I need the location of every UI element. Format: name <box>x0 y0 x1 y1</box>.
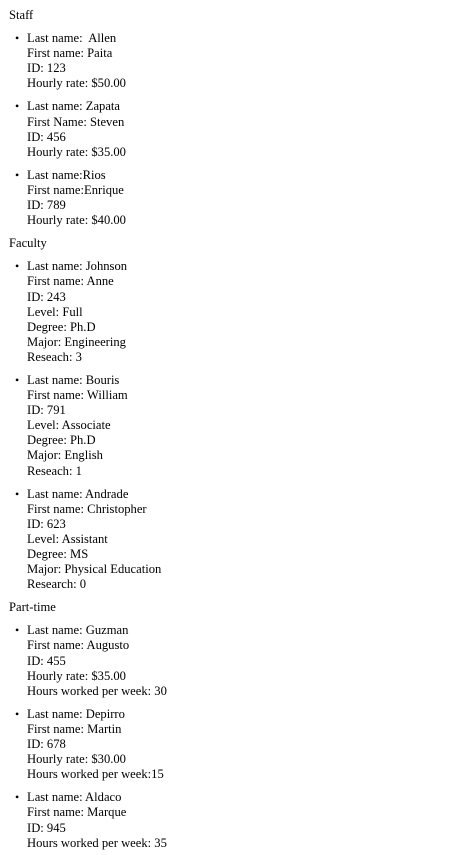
list-item <box>27 31 474 91</box>
last-name: • Last name:Rios <box>27 167 106 182</box>
employee-id: ID: 791 <box>27 403 66 418</box>
last-name: • Last name: Andrade <box>27 486 129 501</box>
last-name: • Last name: Bouris <box>27 372 120 387</box>
section-heading-faculty: Faculty <box>9 236 47 251</box>
section-heading-part-time: Part-time <box>9 600 56 615</box>
list-item <box>27 373 474 479</box>
first-name: First name: Marque <box>27 805 127 820</box>
employee-id: ID: 243 <box>27 289 66 304</box>
research: Reseach: 3 <box>27 349 82 364</box>
employee-id: ID: 123 <box>27 61 66 76</box>
last-name: • Last name: Johnson <box>27 259 128 274</box>
hours-per-week: Hours worked per week: 30 <box>27 683 167 698</box>
research: Research: 0 <box>27 577 87 592</box>
hours-per-week: Hours worked per week:15 <box>27 767 164 782</box>
degree: Degree: Ph.D <box>27 433 96 448</box>
list-item <box>27 99 474 159</box>
level: Level: Associate <box>27 418 111 433</box>
staff-list <box>9 31 474 228</box>
last-name: • Last name: Guzman <box>27 623 129 638</box>
list-item <box>27 487 474 593</box>
last-name: • Last name: Zapata <box>27 99 121 114</box>
research: Reseach: 1 <box>27 463 82 478</box>
list-item <box>27 259 474 365</box>
employee-id: ID: 456 <box>27 129 66 144</box>
employee-id: ID: 789 <box>27 198 66 213</box>
level: Level: Assistant <box>27 531 108 546</box>
employee-id: ID: 455 <box>27 653 66 668</box>
section-heading-staff: Staff <box>9 8 34 22</box>
degree: Degree: MS <box>27 547 89 561</box>
degree: Degree: Ph.D <box>27 319 96 334</box>
hours-per-week: Hours worked per week: 35 <box>27 835 167 850</box>
hourly-rate: Hourly rate: $30.00 <box>27 752 126 767</box>
first-name: First name: Paita <box>27 46 113 61</box>
major: Major: Physical Education <box>27 562 162 577</box>
list-item <box>27 623 474 698</box>
first-name: First name: Augusto <box>27 638 130 653</box>
first-name: First name: Martin <box>27 721 122 736</box>
last-name: • Last name: Aldaco <box>27 790 122 805</box>
first-name: First Name: Steven <box>27 114 125 129</box>
list-item <box>27 707 474 782</box>
faculty-list <box>9 259 474 592</box>
first-name: First name: Anne <box>27 274 114 289</box>
hourly-rate: Hourly rate: $35.00 <box>27 668 126 683</box>
first-name: First name: William <box>27 388 128 403</box>
level: Level: Full <box>27 304 83 319</box>
last-name: • Last name: Depirro <box>27 706 125 721</box>
hourly-rate: Hourly rate: $40.00 <box>27 213 126 228</box>
last-name: • Last name: Allen <box>27 31 117 46</box>
hourly-rate: Hourly rate: $35.00 <box>27 144 126 159</box>
major: Major: English <box>27 448 103 463</box>
first-name: First name:Enrique <box>27 182 124 197</box>
list-item <box>27 790 474 850</box>
faculty-section <box>9 236 474 592</box>
part-time-list <box>9 623 474 850</box>
major: Major: Engineering <box>27 334 126 349</box>
hourly-rate: Hourly rate: $50.00 <box>27 76 126 91</box>
list-item <box>27 168 474 228</box>
employee-id: ID: 623 <box>27 516 66 531</box>
part-time-section <box>9 600 474 850</box>
first-name: First name: Christopher <box>27 501 147 516</box>
employee-id: ID: 945 <box>27 820 66 835</box>
staff-section <box>9 8 474 228</box>
employee-id: ID: 678 <box>27 737 66 752</box>
